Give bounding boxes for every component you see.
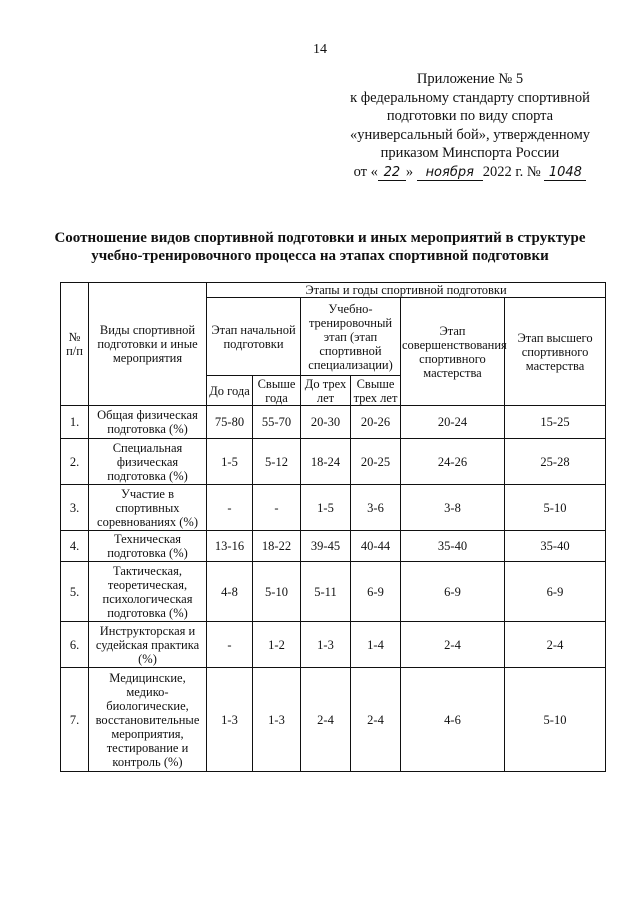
cell: 20-25 [351,439,401,485]
header-stages-years: Этапы и годы спортивной подготовки [207,283,606,298]
cell: 3-6 [351,485,401,531]
appendix-line: к федеральному стандарту спортивной [350,89,590,106]
row-num: 4. [61,531,89,562]
cell: 2-4 [401,622,505,668]
cell: 35-40 [401,531,505,562]
table-row [61,439,606,485]
row-num: 3. [61,485,89,531]
header-sub-initial-2: Свыше года [253,376,301,406]
cell: 6-9 [351,562,401,622]
row-num: 1. [61,406,89,439]
appendix-line: подготовки по виду спорта [386,108,554,124]
row-num: 6. [61,622,89,668]
cell: 4-8 [207,562,253,622]
cell: 1-3 [301,622,351,668]
header-num: № п/п [61,283,89,406]
cell: 75-80 [207,406,253,439]
appendix-block [330,70,610,181]
cell: 6-9 [401,562,505,622]
cell: 15-25 [505,406,606,439]
title-line: учебно-тренировочного процесса на этапах спортивной подготовки [91,248,549,264]
header-sub-initial-1: До года [207,376,253,406]
cell: 18-22 [253,531,301,562]
cell: 20-30 [301,406,351,439]
cell: 1-3 [253,668,301,772]
row-name: Специальная физическая подготовка (%) [89,439,207,485]
header-stage-improvement: Этап совершенствования спортивного мастерства [401,298,505,406]
cell: 24-26 [401,439,505,485]
table-row [61,668,606,772]
appendix-line: приказом Минспорта России [380,145,560,161]
cell: 5-10 [505,668,606,772]
row-name: Инструкторская и судейская практика (%) [89,622,207,668]
cell: 20-24 [401,406,505,439]
row-name: Общая физическая подготовка (%) [89,406,207,439]
cell: 1-5 [301,485,351,531]
cell: 18-24 [301,439,351,485]
cell: - [207,485,253,531]
cell: 55-70 [253,406,301,439]
cell: 4-6 [401,668,505,772]
order-date-line [330,163,610,182]
cell: 25-28 [505,439,606,485]
row-num: 5. [61,562,89,622]
cell: 2-4 [505,622,606,668]
row-name: Участие в спортивных соревнованиях (%) [89,485,207,531]
cell: 6-9 [505,562,606,622]
table-row [61,622,606,668]
cell: 1-4 [351,622,401,668]
order-day: 22 [378,166,406,181]
row-name: Техническая подготовка (%) [89,531,207,562]
row-num: 2. [61,439,89,485]
appendix-line: «универсальный бой», утвержденному [349,126,591,143]
document-title [40,229,600,265]
appendix-line: Приложение № 5 [416,71,524,87]
ratio-table [60,282,606,772]
table-row [61,406,606,439]
row-num: 7. [61,668,89,772]
table-row [61,485,606,531]
cell: 1-3 [207,668,253,772]
cell: 20-26 [351,406,401,439]
cell: 2-4 [301,668,351,772]
header-sub-training-1: До трех лет [301,376,351,406]
cell: 5-11 [301,562,351,622]
cell: 39-45 [301,531,351,562]
cell: 13-16 [207,531,253,562]
order-prefix: от « [353,163,378,180]
table-row [61,531,606,562]
header-stage-initial: Этап начальной подготовки [207,298,301,376]
page-number: 14 [313,42,327,57]
order-mid: » [405,163,414,180]
cell: 5-10 [253,562,301,622]
cell: 5-10 [505,485,606,531]
cell: - [253,485,301,531]
cell: 35-40 [505,531,606,562]
cell: 1-5 [207,439,253,485]
cell: 5-12 [253,439,301,485]
cell: 3-8 [401,485,505,531]
cell: 2-4 [351,668,401,772]
header-stage-higher: Этап высшего спортивного мастерства [505,298,606,406]
title-line: Соотношение видов спортивной подготовки и иных мероприятий в структуре [54,230,586,246]
cell: 1-2 [253,622,301,668]
row-name: Тактическая, теоретическая, психологическая подготовка (%) [89,562,207,622]
header-sub-training-2: Свыше трех лет [351,376,401,406]
header-stage-training: Учебно-тренировочный этап (этап спортивной специализации) [301,298,401,376]
cell: - [207,622,253,668]
order-month: ноября [417,166,483,181]
header-types: Виды спортивной подготовки и иные мероприятия [89,283,207,406]
row-name: Медицинские, медико-биологические, восстановительные мероприятия, тестирование и контроль (%) [89,668,207,772]
cell: 40-44 [351,531,401,562]
order-number: 1048 [544,166,586,181]
order-year: 2022 г. № [482,163,541,180]
table-row [61,562,606,622]
